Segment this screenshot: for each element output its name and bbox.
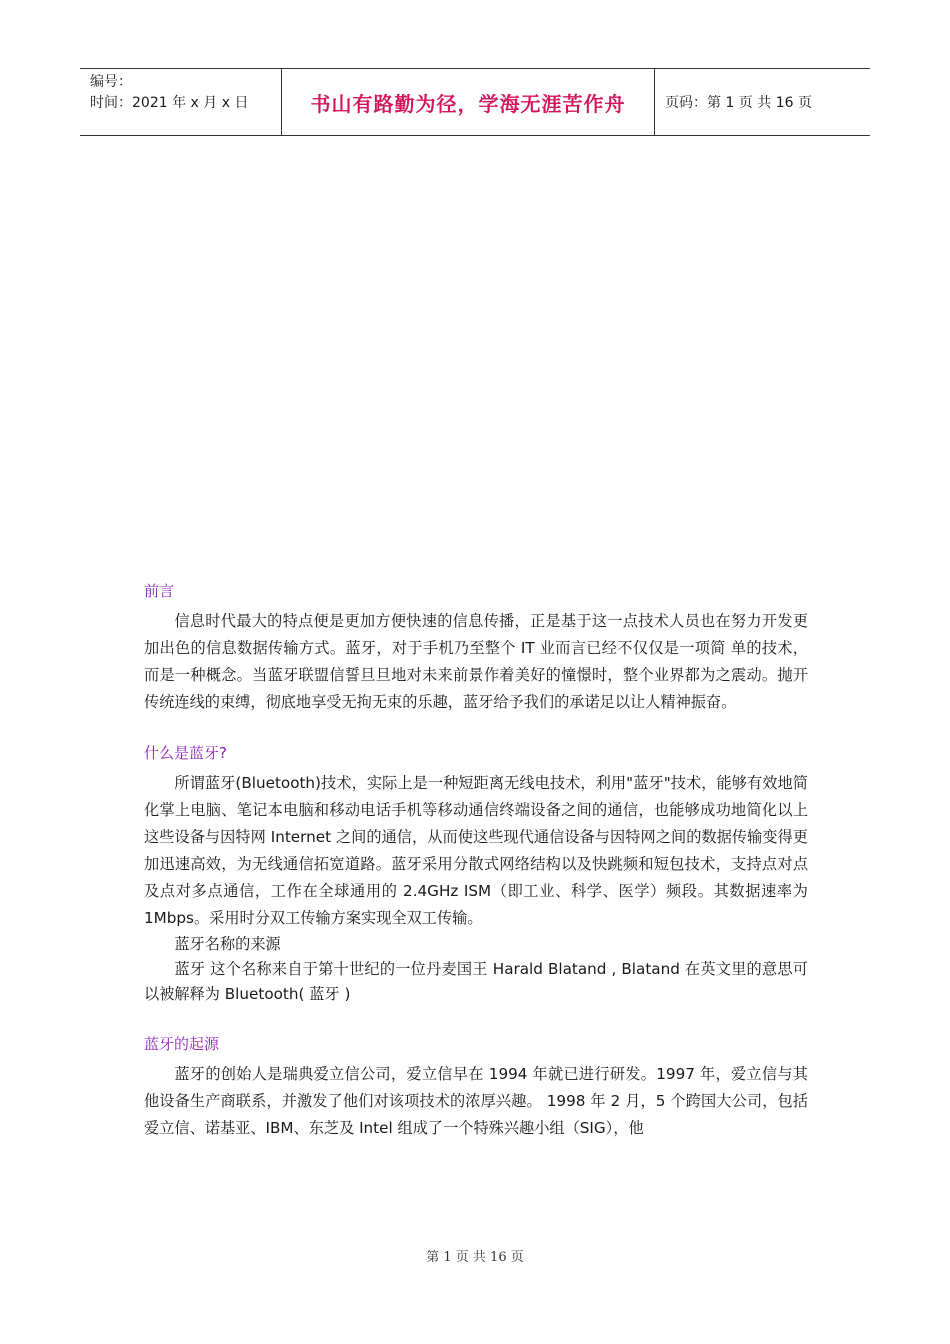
section-paragraph-preface: 信息时代最大的特点便是更加方便快速的信息传播，正是基于这一点技术人员也在努力开发更加出色的信息数据传输方式。蓝牙，对于手机乃至整个 IT 业而言已经不仅仅是一项简 单的技术，而是一种概念。当蓝牙联盟信誓旦旦地对未来前景作着美好的憧憬时，整个业界都为之震动。抛开传统连线的束缚，彻底地享受无拘无束的乐趣，蓝牙给予我们的承诺足以让人精神振奋。 bbox=[144, 612, 808, 711]
number-label: 编号： bbox=[90, 74, 132, 90]
date-label: 时间：2021 年 x 月 x 日 bbox=[90, 95, 249, 111]
section-heading-origin: 蓝牙的起源 bbox=[144, 1035, 220, 1053]
document-header bbox=[80, 68, 870, 136]
document-body bbox=[144, 578, 808, 1142]
header-motto-cell bbox=[282, 69, 655, 135]
section-paragraph-what-is-bluetooth: 所谓蓝牙(Bluetooth)技术，实际上是一种短距离无线电技术，利用"蓝牙"技术，能够有效地简化掌上电脑、笔记本电脑和移动电话手机等移动通信终端设备之间的通信，也能够成功地简化以上这些设备与因特网 Internet 之间的通信，从而使这些现代通信设备与因特网之间的数据传输变得更加迅速高效，为无线通信拓宽道路。蓝牙采用分散式网络结构以及快跳频和短包技术，支持点对点及点对多点通信，工作在全球通用的 2.4GHz ISM（即工业、科学、医学）频段。其数据速率为 1Mbps。采用时分双工传输方案实现全双工传输。 bbox=[144, 774, 808, 927]
page-label: 页码：第 1 页 共 16 页 bbox=[665, 95, 812, 111]
section-paragraph-origin: 蓝牙的创始人是瑞典爱立信公司，爱立信早在 1994 年就已进行研发。1997 年，爱立信与其他设备生产商联系，并激发了他们对该项技术的浓厚兴趣。 1998 年 2 月，5 个跨国大公司，包括爱立信、诺基亚、IBM、东芝及 Intel 组成了一个特殊兴趣小组（SIG），他 bbox=[144, 1065, 808, 1137]
header-page-cell bbox=[655, 69, 870, 135]
section-heading-what-is-bluetooth: 什么是蓝牙? bbox=[144, 744, 227, 762]
subparagraph-name-origin: 蓝牙 这个名称来自于第十世纪的一位丹麦国王 Harald Blatand , Blatand 在英文里的意思可以被解释为 Bluetooth( 蓝牙 ) bbox=[144, 960, 808, 1003]
header-meta bbox=[80, 69, 282, 135]
page-footer: 第 1 页 共 16 页 bbox=[426, 1250, 524, 1265]
section-heading-preface: 前言 bbox=[144, 582, 175, 600]
motto: 书山有路勤为径，学海无涯苦作舟 bbox=[310, 91, 626, 116]
subheading-name-origin: 蓝牙名称的来源 bbox=[174, 935, 281, 953]
